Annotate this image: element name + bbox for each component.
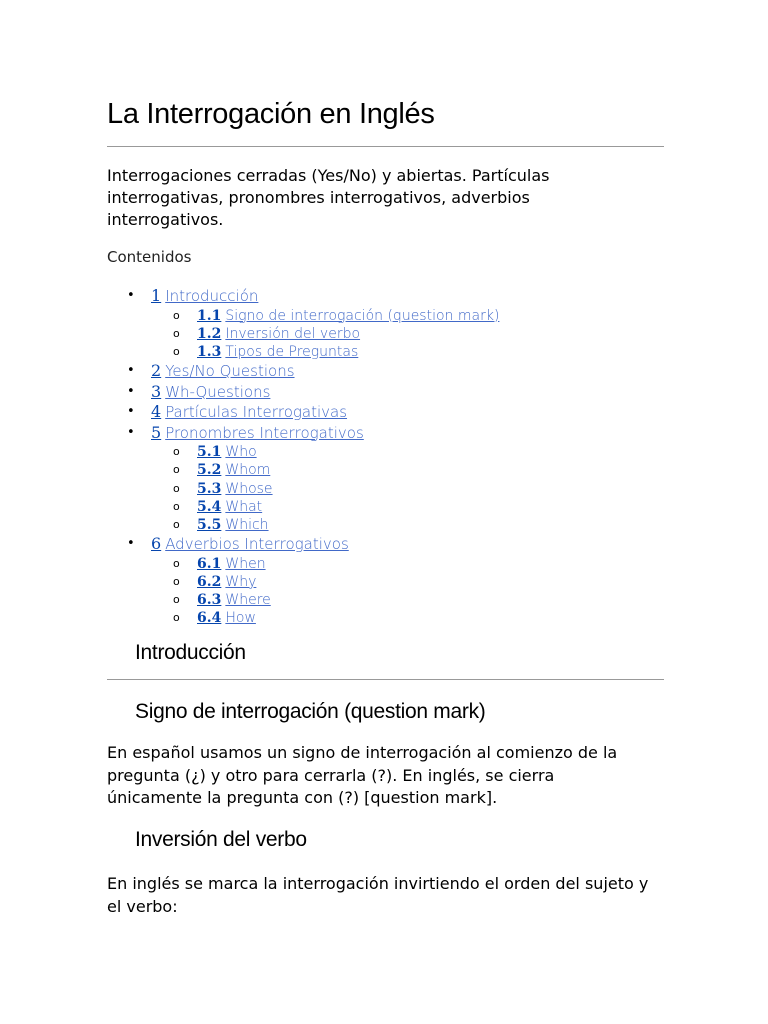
toc-sublink[interactable]: Signo de interrogación (question mark) [225, 307, 500, 324]
toc-sublist [151, 307, 499, 362]
toc-subnumber-link[interactable]: 1.1 [197, 307, 222, 324]
toc-item [107, 402, 499, 423]
circle-bullet-icon: o [173, 463, 180, 477]
bullet-icon: • [127, 288, 135, 303]
toc-sublink[interactable]: What [225, 498, 263, 515]
toc-number-link[interactable]: 6 [151, 534, 162, 554]
toc-sublink[interactable]: Tipos de Preguntas [225, 343, 359, 360]
toc-sublink[interactable]: Where [225, 592, 271, 609]
bullet-icon: • [127, 383, 135, 399]
toc-sublist [151, 555, 499, 628]
toc-item [107, 286, 499, 361]
toc-sublink[interactable]: When [225, 555, 266, 572]
toc-subnumber-link[interactable]: 6.4 [197, 610, 222, 627]
title-divider [107, 146, 664, 147]
toc-subitem [151, 516, 499, 534]
toc-subnumber-link[interactable]: 1.3 [197, 343, 222, 360]
bullet-icon: • [127, 404, 135, 420]
circle-bullet-icon: o [173, 445, 180, 459]
toc-subitem [151, 555, 499, 573]
circle-bullet-icon: o [173, 611, 180, 625]
toc-subitem [151, 343, 499, 361]
toc-sublink[interactable]: Why [225, 573, 257, 590]
toc-number-link[interactable]: 3 [151, 381, 162, 401]
bullet-icon: • [127, 536, 135, 552]
toc-sublink[interactable]: How [225, 610, 256, 627]
toc-subitem [151, 461, 499, 479]
toc-subnumber-link[interactable]: 5.4 [197, 498, 222, 515]
toc-link[interactable]: Pronombres Interrogativos [165, 423, 364, 442]
section-heading-signo: Signo de interrogación (question mark) [135, 700, 486, 723]
toc-item [107, 382, 499, 403]
page-title: La Interrogación en Inglés [107, 98, 435, 130]
toc-sublist [151, 443, 499, 534]
circle-bullet-icon: o [173, 481, 180, 495]
circle-bullet-icon: o [173, 344, 180, 358]
section-heading-inversion: Inversión del verbo [135, 828, 307, 851]
toc-subnumber-link[interactable]: 5.5 [197, 516, 222, 533]
section-heading-introduccion: Introducción [135, 641, 246, 664]
circle-bullet-icon: o [173, 556, 180, 570]
toc-subitem [151, 498, 499, 516]
section-divider [107, 679, 664, 680]
toc-subitem [151, 307, 499, 325]
toc-sublink[interactable]: Whom [225, 462, 271, 479]
toc-sublink[interactable]: Which [225, 516, 269, 533]
circle-bullet-icon: o [173, 326, 180, 340]
bullet-icon: • [127, 363, 135, 379]
toc-subnumber-link[interactable]: 1.2 [197, 325, 222, 342]
toc-sublink[interactable]: Inversión del verbo [225, 325, 361, 342]
circle-bullet-icon: o [173, 574, 180, 588]
toc-link[interactable]: Partículas Interrogativas [165, 403, 348, 422]
toc-subnumber-link[interactable]: 5.3 [197, 480, 222, 497]
toc-item [107, 423, 499, 535]
toc-link[interactable]: Yes/No Questions [165, 362, 295, 381]
circle-bullet-icon: o [173, 517, 180, 531]
toc-item [107, 534, 499, 627]
circle-bullet-icon: o [173, 593, 180, 607]
toc-number-link[interactable]: 1 [151, 286, 162, 305]
toc-item [107, 361, 499, 382]
inversion-paragraph: En inglés se marca la interrogación invirtiendo el orden del sujeto y el verbo: [107, 874, 649, 916]
toc-number-link[interactable]: 2 [151, 361, 162, 381]
intro-paragraph: Interrogaciones cerradas (Yes/No) y abiertas. Partículas interrogativas, pronombres interrogativos, adverbios interrogativos. [107, 166, 550, 229]
toc-heading: Contenidos [107, 248, 192, 266]
signo-paragraph: En español usamos un signo de interrogación al comienzo de la pregunta (¿) y otro para cerrarla (?). En inglés, se cierra únicamente la pregunta con (?) [question mark]. [107, 743, 618, 807]
circle-bullet-icon: o [173, 499, 180, 513]
toc-sublink[interactable]: Who [225, 444, 257, 461]
toc-subitem [151, 573, 499, 591]
toc-link[interactable]: Wh-Questions [165, 382, 271, 401]
toc-number-link[interactable]: 5 [151, 422, 162, 442]
bullet-icon: • [127, 424, 135, 440]
circle-bullet-icon: o [173, 308, 180, 322]
toc-subnumber-link[interactable]: 6.2 [197, 573, 222, 590]
toc-subnumber-link[interactable]: 6.1 [197, 555, 222, 572]
toc-subnumber-link[interactable]: 6.3 [197, 592, 222, 609]
toc-number-link[interactable]: 4 [151, 402, 162, 422]
toc-subitem [151, 591, 499, 609]
toc-subnumber-link[interactable]: 5.2 [197, 462, 222, 479]
toc-subitem [151, 609, 499, 627]
toc-link[interactable]: Adverbios Interrogativos [165, 535, 349, 554]
table-of-contents [107, 286, 499, 627]
toc-subitem [151, 325, 499, 343]
toc-subitem [151, 443, 499, 461]
toc-subnumber-link[interactable]: 5.1 [197, 444, 222, 461]
toc-subitem [151, 480, 499, 498]
toc-link[interactable]: Introducción [165, 287, 259, 305]
toc-sublink[interactable]: Whose [225, 480, 273, 497]
